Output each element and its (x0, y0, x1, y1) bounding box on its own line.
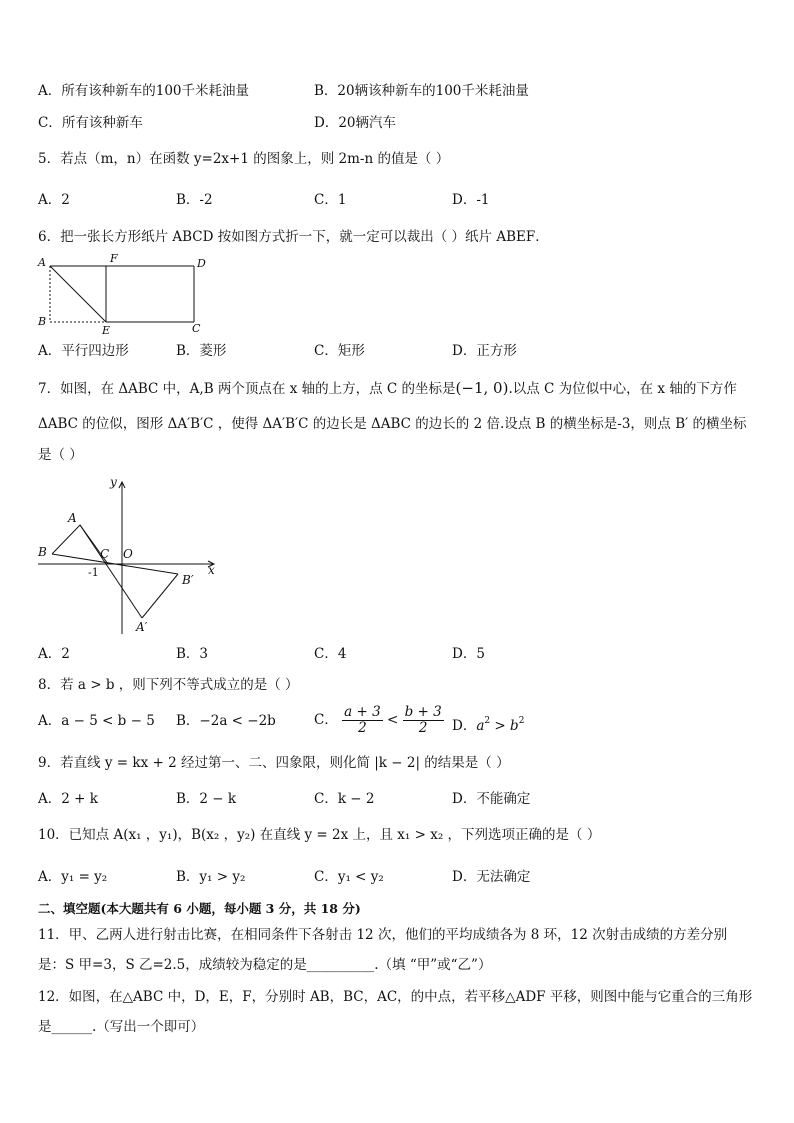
q4-option-a[interactable]: A．所有该种新车的100千米耗油量 (38, 83, 250, 99)
q8-frac-1 (342, 705, 383, 736)
q10-option-d[interactable]: D．无法确定 (452, 869, 531, 885)
q5-stem: 5．若点（m，n）在函数 y=2x+1 的图象上，则 2m-n 的值是（ ） (38, 151, 450, 167)
q6-stem: 6．把一张长方形纸片 ABCD 按如图方式折一下，就一定可以裁出（ ）纸片 ABEF． (38, 229, 549, 245)
q5-option-d[interactable]: D．-1 (452, 192, 490, 208)
q7-label-bprime: B′ (182, 573, 194, 587)
q7-option-d[interactable]: D．5 (452, 646, 485, 662)
q8-option-d-label: D． (452, 718, 477, 734)
q7-label-o: O (123, 547, 133, 561)
q7-label-x: x (208, 563, 215, 577)
q7-line-1 (38, 379, 737, 398)
q6-option-c[interactable]: C．矩形 (314, 343, 365, 359)
q5-option-b[interactable]: B．-2 (176, 192, 213, 208)
q8-d-exp1: 2 (484, 716, 491, 726)
q8-option-d[interactable] (452, 712, 524, 735)
q8-stem: 8．若 a > b ，则下列不等式成立的是（ ） (38, 677, 299, 693)
q4-option-b[interactable]: B．20辆该种新车的100千米耗油量 (314, 83, 529, 99)
q9-stem: 9．若直线 y = kx + 2 经过第一、二、四象限，则化简 |k − 2| 的结果是（ ） (38, 755, 510, 771)
q6-option-b[interactable]: B．菱形 (176, 343, 227, 359)
q6-option-d[interactable]: D．正方形 (452, 343, 517, 359)
q7-line-3: 是（ ） (38, 447, 83, 463)
q8-d-gt: > (490, 718, 511, 734)
q7-label-a: A (68, 511, 77, 525)
q7-line-1a: 7．如图，在 ΔABC 中，A,B 两个顶点在 x 轴的上方，点 C 的坐标是 (38, 381, 456, 397)
q8-d-a: a (476, 718, 485, 734)
q6-label-a: A (38, 256, 46, 269)
q11-line-1: 11．甲、乙两人进行射击比赛，在相同条件下各射击 12 次，他们的平均成绩各为 8 环，12 次射击成绩的方差分别 (38, 927, 728, 943)
q6-label-c: C (192, 322, 201, 335)
q8-frac-1-num: a + 3 (344, 704, 381, 720)
q5-option-c[interactable]: C．1 (314, 192, 347, 208)
q6-label-b: B (38, 315, 47, 328)
q8-option-c[interactable] (314, 700, 444, 740)
q8-lt: < (386, 712, 399, 728)
q12-line-1: 12．如图，在△ABC 中，D，E，F，分别时 AB，BC，AC，的中点，若平移△ADF 平移，则图中能与它重合的三角形 (38, 989, 753, 1005)
section-2-title: 二、填空题(本大题共有 6 小题，每小题 3 分，共 18 分) (38, 901, 361, 916)
q4-option-c[interactable]: C．所有该种新车 (38, 115, 143, 131)
q8-frac-1-den: 2 (358, 720, 367, 736)
q8-option-a[interactable]: A．a − 5 < b − 5 (38, 713, 155, 729)
q7-option-c[interactable]: C．4 (314, 646, 347, 662)
q7-figure (30, 470, 230, 638)
q8-option-c-label: C． (314, 712, 338, 728)
q4-option-d[interactable]: D．20辆汽车 (314, 115, 397, 131)
q8-frac-2-num: b + 3 (404, 704, 442, 720)
q7-label-b: B (38, 545, 47, 559)
q8-frac-2 (403, 705, 444, 736)
q6-label-f: F (110, 252, 118, 265)
q8-d-exp2: 2 (518, 716, 525, 726)
q10-stem: 10．已知点 A(x₁ ，y₁)，B(x₂ ，y₂) 在直线 y = 2x 上，且 x₁ > x₂ ，下列选项正确的是（ ） (38, 827, 601, 843)
q7-label-y: y (110, 475, 117, 489)
q7-label-minus-one: -1 (88, 566, 99, 579)
q7-line-2: ΔABC 的位似，图形 ΔA′B′C ，使得 ΔA′B′C 的边长是 ΔABC 的边长的 2 倍.设点 B 的横坐标是-3，则点 B′ 的横坐标 (38, 416, 747, 432)
q6-label-e: E (102, 324, 111, 337)
q10-option-c[interactable]: C．y₁ < y₂ (314, 869, 384, 885)
q9-option-d[interactable]: D．不能确定 (452, 791, 531, 807)
q8-option-b[interactable]: B．−2a < −2b (176, 713, 276, 729)
q5-option-a[interactable]: A．2 (38, 192, 70, 208)
q10-option-b[interactable]: B．y₁ > y₂ (176, 869, 246, 885)
q7-label-aprime: A′ (136, 620, 148, 634)
q8-d-b: b (510, 718, 519, 734)
q7-label-c: C (100, 547, 110, 561)
q9-option-c[interactable]: C．k − 2 (314, 791, 375, 807)
q7-line-1b: .以点 C 为位似中心，在 x 轴的下方作 (508, 381, 737, 397)
q8-frac-2-den: 2 (418, 720, 428, 736)
q9-option-a[interactable]: A．2 + k (38, 791, 98, 807)
q12-line-2: 是______.（写出一个即可） (38, 1019, 205, 1035)
q6-figure (30, 250, 220, 338)
q7-option-b[interactable]: B．3 (176, 646, 209, 662)
q7-option-a[interactable]: A．2 (38, 646, 70, 662)
q9-option-b[interactable]: B．2 − k (176, 791, 237, 807)
q11-line-2: 是：S 甲=3，S 乙=2.5，成绩较为稳定的是__________.（填 “甲”或“乙”） (38, 957, 492, 973)
q10-option-a[interactable]: A．y₁ = y₂ (38, 869, 108, 885)
q6-option-a[interactable]: A．平行四边形 (38, 343, 129, 359)
q6-label-d: D (197, 257, 206, 270)
q7-coord: (−1, 0) (455, 379, 509, 397)
